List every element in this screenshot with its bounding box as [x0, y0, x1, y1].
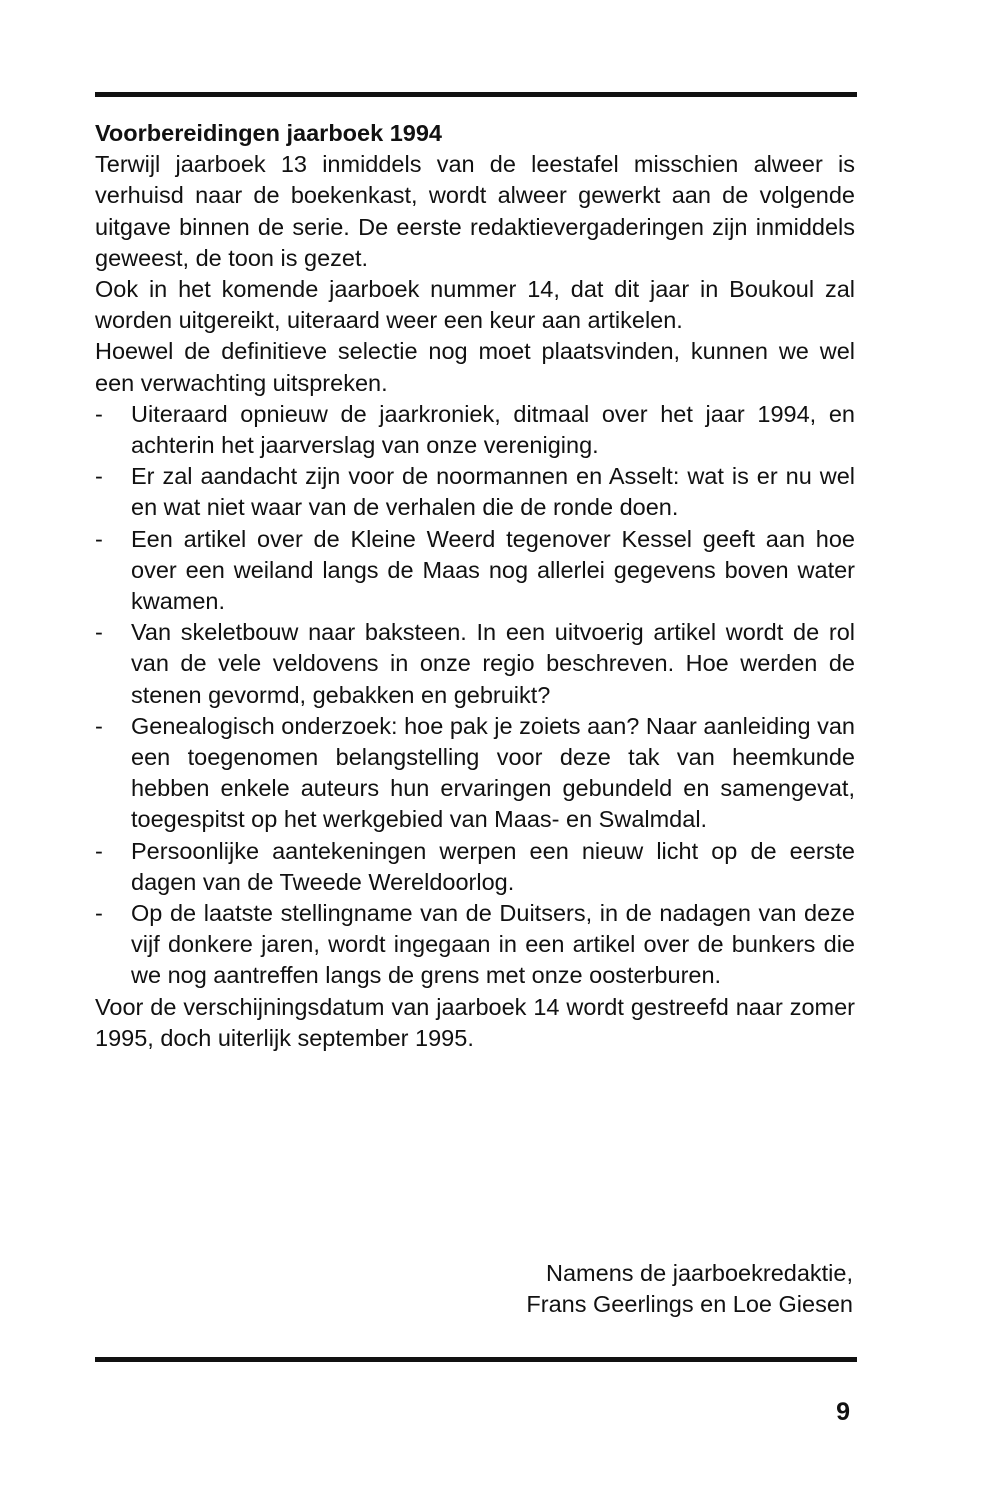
signature-block — [526, 1258, 853, 1320]
page-number: 9 — [836, 1398, 850, 1426]
list-item — [95, 524, 855, 618]
list-item — [95, 711, 855, 836]
list-item — [95, 898, 855, 992]
list-item-text: Uiteraard opnieuw de jaarkroniek, ditmaal over het jaar 1994, en achterin het jaarverslag van onze vereniging. — [131, 400, 855, 459]
list-item-text: Persoonlijke aantekeningen werpen een nieuw licht op de eerste dagen van de Tweede Wereldoorlog. — [131, 837, 855, 895]
list-item — [95, 399, 855, 461]
list-item-text: Een artikel over de Kleine Weerd tegenover Kessel geeft aan hoe over een weiland langs de Maas nog allerlei gegevens boven water kwamen. — [131, 525, 855, 615]
list-dash: - — [95, 463, 103, 490]
list-dash: - — [95, 525, 103, 552]
list-item-text: Van skeletbouw naar baksteen. In een uitvoerig artikel wordt de rol van de vele veldovens in onze regio beschreven. Hoe werden de stenen gevormd, gebakken en gebruikt? — [131, 619, 855, 708]
list-dash: - — [95, 900, 103, 927]
bottom-rule — [95, 1357, 857, 1362]
article-body — [95, 118, 855, 1054]
paragraph-intro: Terwijl jaarboek 13 inmiddels van de leestafel misschien alweer is verhuisd naar de boekenkast, wordt alweer gewerkt aan de volgende uitgave binnen de serie. De eerste redaktievergaderingen zijn inmiddels geweest, de toon is gezet. — [95, 151, 855, 271]
list-dash: - — [95, 400, 103, 427]
list-item-text: Op de laatste stellingname van de Duitsers, in de nadagen van deze vijf donkere jaren, wordt ingegaan in een artikel over de bunkers die we nog aantreffen langs de grens met onze oosterburen. — [131, 900, 855, 989]
list-dash: - — [95, 619, 103, 646]
signature-line-authors: Frans Geerlings en Loe Giesen — [526, 1291, 853, 1318]
article-title: Voorbereidingen jaarboek 1994 — [95, 120, 442, 146]
list-item — [95, 461, 855, 523]
list-item-text: Er zal aandacht zijn voor de noormannen en Asselt: wat is er nu wel en wat niet waar van de verhalen die de ronde doen. — [131, 463, 855, 521]
paragraph-closing: Voor de verschijningsdatum van jaarboek 14 wordt gestreefd naar zomer 1995, doch uiterlijk september 1995. — [95, 993, 855, 1051]
top-rule — [95, 92, 857, 97]
list-item-text: Genealogisch onderzoek: hoe pak je zoiets aan? Naar aanleiding van een toegenomen belangstelling voor deze tak van heemkunde hebben enkele auteurs hun ervaringen gebundeld en samengevat, toegespitst op het werkgebied van Maas- en Swalmdal. — [131, 712, 855, 833]
list-item — [95, 836, 855, 898]
signature-line-editorial: Namens de jaarboekredaktie, — [546, 1260, 853, 1286]
list-item — [95, 617, 855, 711]
article-list — [95, 399, 855, 992]
list-dash: - — [95, 837, 103, 864]
paragraph-selection: Hoewel de definitieve selectie nog moet plaatsvinden, kunnen we wel een verwachting uitspreken. — [95, 338, 855, 396]
paragraph-yearbook-14: Ook in het komende jaarboek nummer 14, dat dit jaar in Boukoul zal worden uitgereikt, uiteraard weer een keur aan artikelen. — [95, 276, 855, 334]
list-dash: - — [95, 712, 103, 739]
